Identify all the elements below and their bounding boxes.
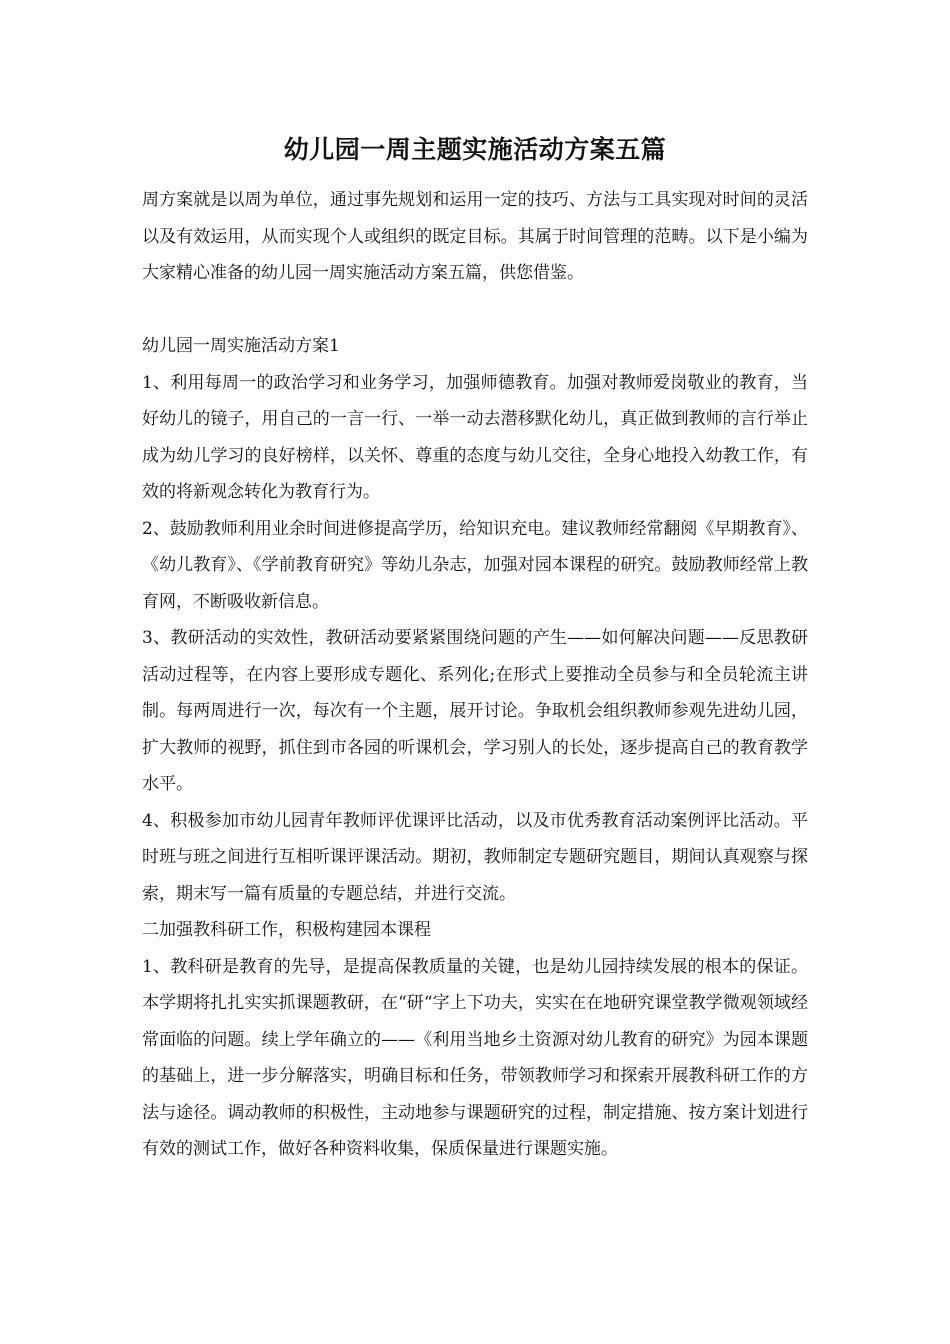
list-item-4: 4、积极参加市幼儿园青年教师评优课评比活动，以及市优秀教育活动案例评比活动。平时班与班之间进行互相听课评课活动。期初，教师制定专题研究题目，期间认真观察与探索，期末写一篇有质量的专题总结，并进行交流。 bbox=[142, 810, 808, 904]
document-title: 幼儿园一周主题实施活动方案五篇 bbox=[283, 135, 667, 164]
list-item-2: 2、鼓励教师利用业余时间进修提高学历，给知识充电。建议教师经常翻阅《早期教育》、《幼儿教育》、《学前教育研究》等幼儿杂志，加强对园本课程的研究。鼓励教师经常上教育网，不断吸收新信息。 bbox=[142, 518, 808, 612]
list-item-5: 1、教科研是教育的先导，是提高保教质量的关键，也是幼儿园持续发展的根本的保证。本学期将扎扎实实抓课题教研，在“研“字上下功夫，实实在在地研究课堂教学微观领域经常面临的问题。续上学年确立的——《利用当地乡土资源对幼儿教育的研究》为园本课题的基础上，进一步分解落实，明确目标和任务，带领教师学习和探索开展教科研工作的方法与途径。调动教师的积极性，主动地参与课题研究的过程，制定措施、按方案计划进行有效的测试工作，做好各种资料收集，保质保量进行课题实施。 bbox=[142, 956, 808, 1159]
list-item-3: 3、教研活动的实效性，教研活动要紧紧围绕问题的产生——如何解决问题——反思教研活动过程等，在内容上要形成专题化、系列化;在形式上要推动全员参与和全员轮流主讲制。每两周进行一次，每次有一个主题，展开讨论。争取机会组织教师参观先进幼儿园，扩大教师的视野，抓住到市各园的听课机会，学习别人的长处，逐步提高自己的教育教学水平。 bbox=[142, 628, 808, 794]
section-heading-1: 幼儿园一周实施活动方案1 bbox=[142, 336, 340, 356]
list-item-1: 1、利用每周一的政治学习和业务学习，加强师德教育。加强对教师爱岗敬业的教育，当好幼儿的镜子，用自己的一言一行、一举一动去潜移默化幼儿，真正做到教师的言行举止成为幼儿学习的良好榜样，以关怀、尊重的态度与幼儿交往，全身心地投入幼教工作，有效的将新观念转化为教育行为。 bbox=[142, 372, 808, 502]
paragraph-spacer bbox=[142, 292, 808, 329]
intro-paragraph: 周方案就是以周为单位，通过事先规划和运用一定的技巧、方法与工具实现对时间的灵活以及有效运用，从而实现个人或组织的既定目标。其属于时间管理的范畴。以下是小编为大家精心准备的幼儿园一周实施活动方案五篇，供您借鉴。 bbox=[142, 190, 808, 283]
document-body bbox=[142, 182, 808, 1168]
section-heading-2: 二加强教科研工作，积极构建园本课程 bbox=[142, 920, 431, 940]
